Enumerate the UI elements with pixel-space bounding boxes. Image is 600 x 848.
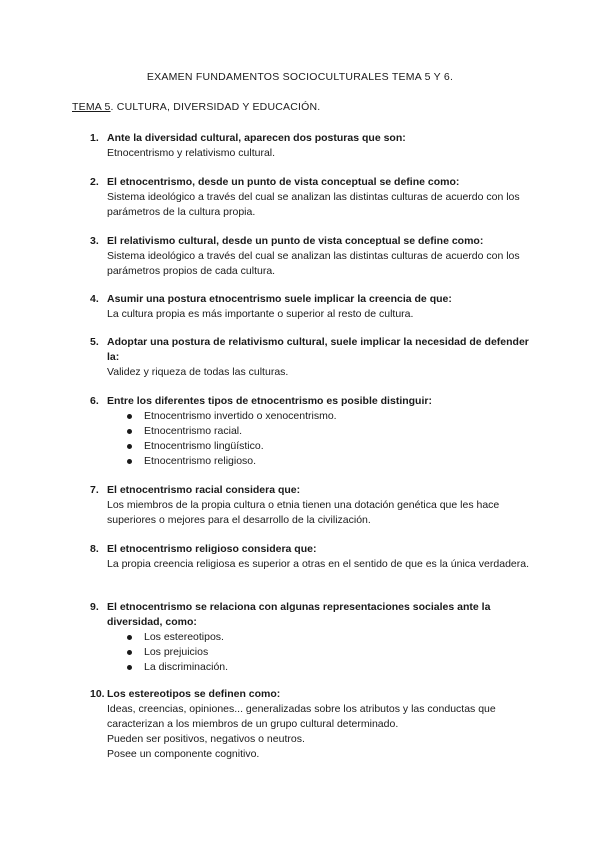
question-2 xyxy=(90,175,530,220)
question-number: 5. xyxy=(90,336,99,348)
answer-text: Sistema ideológico a través del cual se analizan las distintas culturas de acuerdo con los parámetros propios de cada cultura. xyxy=(107,250,520,277)
answer-text: Pueden ser positivos, negativos o neutros. xyxy=(107,733,305,745)
answer-text: La propia creencia religiosa es superior a otras en el sentido de que es la única verdadera. xyxy=(107,558,530,570)
question-number: 6. xyxy=(90,395,99,407)
bullet-list xyxy=(107,630,530,675)
question-text: El etnocentrismo racial considera que: xyxy=(107,484,301,496)
question-text: Entre los diferentes tipos de etnocentrismo es posible distinguir: xyxy=(107,395,432,407)
list-item: Etnocentrismo invertido o xenocentrismo. xyxy=(107,409,530,424)
answer-text: Validez y riqueza de todas las culturas. xyxy=(107,366,289,378)
list-item: Los prejuicios xyxy=(107,645,530,660)
list-item: Etnocentrismo racial. xyxy=(107,424,530,439)
question-number: 7. xyxy=(90,484,99,496)
question-number: 3. xyxy=(90,235,99,247)
question-text: El etnocentrismo se relaciona con algunas representaciones sociales ante la diversidad, como: xyxy=(107,601,491,628)
list-item: Los estereotipos. xyxy=(107,630,530,645)
bullet-list xyxy=(107,409,530,469)
answer-text: Ideas, creencias, opiniones... generalizadas sobre los atributos y las conductas que caracterizan a los miembros de un grupo cultural determinado. xyxy=(107,703,496,730)
question-number: 9. xyxy=(90,601,99,613)
question-5 xyxy=(90,335,530,380)
answer-text: Etnocentrismo y relativismo cultural. xyxy=(107,147,276,159)
answer-text: Posee un componente cognitivo. xyxy=(107,748,260,760)
question-8 xyxy=(90,542,530,572)
answer-text: La cultura propia es más importante o superior al resto de cultura. xyxy=(107,308,414,320)
answer-text: Los miembros de la propia cultura o etnia tienen una dotación genética que les hace superiores o mejores para el desarrollo de la civilización. xyxy=(107,499,500,526)
question-text: Los estereotipos se definen como: xyxy=(107,688,281,700)
list-item: Etnocentrismo religioso. xyxy=(107,454,530,469)
tema-title: . CULTURA, DIVERSIDAD Y EDUCACIÓN. xyxy=(110,101,321,113)
list-item: La discriminación. xyxy=(107,660,530,675)
question-number: 2. xyxy=(90,176,99,188)
answer-text: Sistema ideológico a través del cual se analizan las distintas culturas de acuerdo con los parámetros de la cultura propia. xyxy=(107,191,520,218)
section-heading xyxy=(72,101,320,114)
question-6 xyxy=(90,394,530,469)
question-1 xyxy=(90,131,530,161)
question-number: 8. xyxy=(90,543,99,555)
question-number: 10. xyxy=(90,688,105,700)
question-3 xyxy=(90,234,530,279)
question-number: 4. xyxy=(90,293,99,305)
question-text: Asumir una postura etnocentrismo suele implicar la creencia de que: xyxy=(107,293,452,305)
question-text: El relativismo cultural, desde un punto de vista conceptual se define como: xyxy=(107,235,484,247)
exam-title: EXAMEN FUNDAMENTOS SOCIOCULTURALES TEMA 5 Y 6. xyxy=(146,71,454,83)
question-text: El etnocentrismo religioso considera que: xyxy=(107,543,317,555)
tema-label: TEMA 5 xyxy=(72,101,111,113)
list-item: Etnocentrismo lingüístico. xyxy=(107,439,530,454)
question-9 xyxy=(90,600,530,675)
question-4 xyxy=(90,292,530,322)
question-text: Ante la diversidad cultural, aparecen dos posturas que son: xyxy=(107,132,406,144)
question-text: El etnocentrismo, desde un punto de vista conceptual se define como: xyxy=(107,176,460,188)
question-7 xyxy=(90,483,530,528)
question-number: 1. xyxy=(90,132,99,144)
question-10 xyxy=(90,687,530,762)
question-text: Adoptar una postura de relativismo cultural, suele implicar la necesidad de defender la: xyxy=(107,336,529,363)
